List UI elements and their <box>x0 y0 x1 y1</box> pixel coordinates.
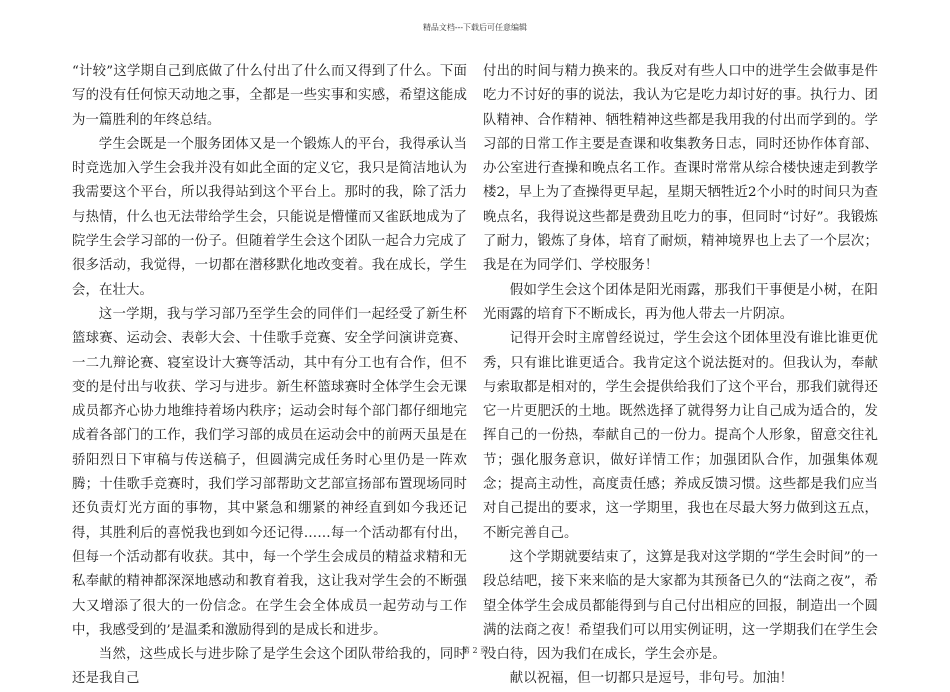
page-header: 精品文档---下载后可任意编辑 <box>422 23 528 32</box>
paragraph: 当然，这些成长与进步除了是学生会这个团队带给我的，同时还是我自己 <box>72 647 467 687</box>
paragraph: “计较”这学期自己到底做了什么付出了什么而又得到了什么。下面写的没有任何惊天动地之事，全都是一些实事和实感，希望这能成为一篇胜利的年终总结。 <box>72 64 467 128</box>
paragraph: 这一学期，我与学习部乃至学生会的同伴们一起经受了新生杯篮球赛、运动会、表彰大会、十佳歌手竞赛、安全学问演讲竞赛、一二九辩论赛、寝室设计大赛等活动，其中有分工也有合作，但不变的是付出与收获、学习与进步。新生杯篮球赛时全体学生会无课成员都齐心协力地维持着场内秩序；运动会时每个部门都仔细地完成着各部门的工作，我们学习部的成员在运动会中的前两天虽是在骄阳烈日下审稿与传送稿子，但圆满完成任务时心里仍是一阵欢腾；十佳歌手竞赛时，我们学习部帮助文艺部宣扬部布置现场同时还负责灯光方面的事物，其中紧急和绷紧的神经直到如今我还记得，其胜利后的喜悦我也到如今还记得……每一个活动都有付出，但每一个活动都有收获。其中，每一个学生会成员的精益求精和无私奉献的精神都深深地感动和教育着我，这让我对学生会的不断强大又增添了很大的一份信念。在学生会全体成员一起劳动与工作中，我感受到的’是温柔和激励得到的是成长和进步。 <box>72 306 467 638</box>
paragraph: 付出的时间与精力换来的。我反对有些人口中的进学生会做事是件吃力不讨好的事的说法，我认为它是吃力却讨好的事。执行力、团队精神、合作精神、牺牲精神这些都是我用我的付出而学到的。学习部的日常工作主要是查课和收集教务日志，同时还协作体育部、办公室进行查操和晚点名工作。查课时常常从综合楼快速走到教学楼2，早上为了查操得更早起，星期天牺牲近2个小时的时间只为查晚点名，我得说这些都是费劲且吃力的事，但同时“讨好”。我锻炼了耐力，锻炼了身体，培育了耐烦，精神境界也上去了一个层次；我是在为同学们、学校服务！ <box>483 64 878 274</box>
left-text-column <box>72 60 467 692</box>
paragraph: 献以祝福，但一切都只是逗号，非句号。加油！ <box>509 671 794 687</box>
right-text-column <box>483 60 878 692</box>
page-number: 第 2 页 <box>461 646 489 655</box>
paragraph: 记得开会时主席曾经说过，学生会这个团体里没有谁比谁更优秀，只有谁比谁更适合。我肯定这个说法挺对的。但我认为，奉献与索取都是相对的，学生会提供给我们了这个平台，那我们就得还它一片更肥沃的土地。既然选择了就得努力让自己成为适合的，发挥自己的一份热，奉献自己的一份力。提高个人形象，留意交往礼节；强化服务意识，做好详情工作；加强团队合作，加强集体观念；提高主动性，高度责任感；养成反馈习惯。这些都是我们应当对自己提出的要求，这一学期里，我也在尽最大努力做到这五点，不断完善自己。 <box>483 331 878 541</box>
paragraph: 学生会既是一个服务团体又是一个锻炼人的平台，我得承认当时竞选加入学生会我并没有如此全面的定义它，我只是简洁地认为我需要这个平台，所以我得站到这个平台上。那时的我，除了活力与热情，什么也无法带给学生会，只能说是懵懂而又雀跃地成为了院学生会学习部的一份子。但随着学生会这个团队一起合力完成了很多活动，我觉得，一切都在潜移默化地改变着。我在成长，学生会，在壮大。 <box>72 136 467 298</box>
paragraph: 假如学生会这个团体是阳光雨露，那我们干事便是小树，在阳光雨露的培育下不断成长，再为他人带去一片阴凉。 <box>483 282 878 322</box>
paragraph: 这个学期就要结束了，这算是我对这学期的“学生会时间”的一段总结吧，接下来来临的是大家都为其预备已久的“法商之夜”，希望全体学生会成员都能得到与自己付出相应的回报，制造出一个圆满的法商之夜！希望我们可以用实例证明，这一学期我们在学生会没白待，因为我们在成长，学生会亦是。 <box>483 549 878 663</box>
